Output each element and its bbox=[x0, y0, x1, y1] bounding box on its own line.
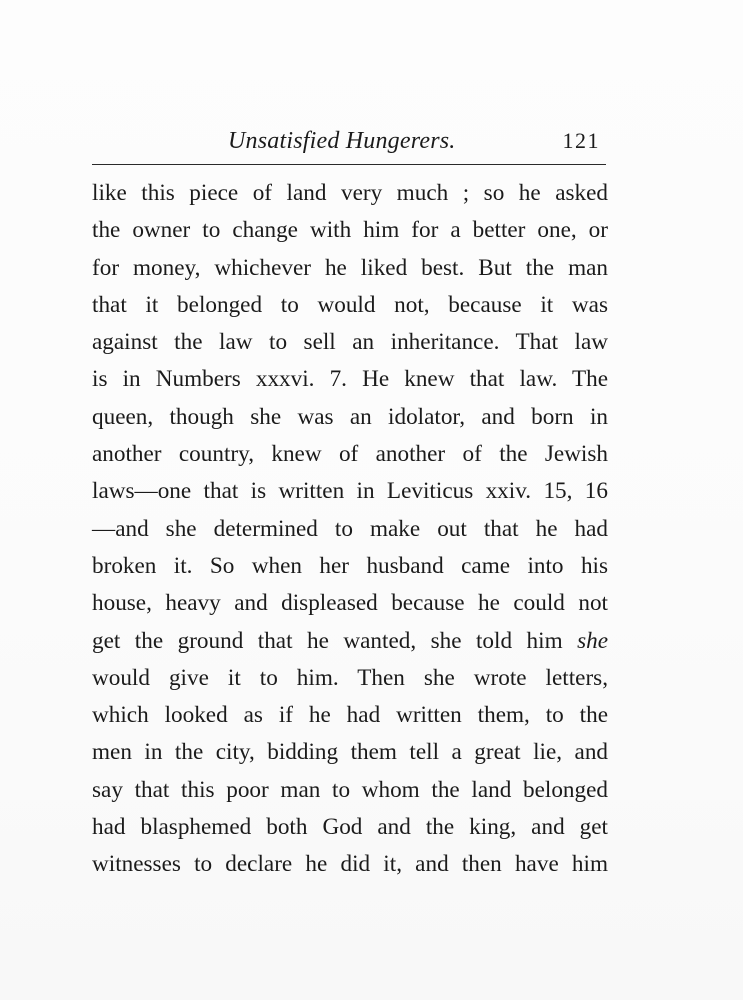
text-line: is in Numbers xxxvi. 7. He knew that law. The bbox=[92, 366, 608, 393]
text-line: the owner to change with him for a better one, or bbox=[92, 217, 608, 244]
body-text bbox=[92, 175, 608, 884]
text-line bbox=[92, 623, 608, 660]
text-line: broken it. So when her husband came into his bbox=[92, 552, 608, 579]
text-line: house, heavy and displeased because he could not bbox=[92, 590, 608, 617]
text-line: that it belonged to would not, because it was bbox=[92, 291, 608, 318]
text-line: which looked as if he had written them, to the bbox=[92, 702, 608, 729]
text-line: another country, knew of another of the Jewish bbox=[92, 441, 608, 468]
header-rule bbox=[92, 164, 606, 165]
text-line: laws—one that is written in Leviticus xxiv. 15, 16 bbox=[92, 478, 608, 505]
text-line: queen, though she was an idolator, and born in bbox=[92, 403, 608, 430]
text-line: say that this poor man to whom the land belonged bbox=[92, 776, 608, 803]
text-line: like this piece of land very much ; so he asked bbox=[92, 180, 608, 206]
running-head bbox=[92, 128, 608, 162]
text-line: men in the city, bidding them tell a great lie, and bbox=[92, 739, 608, 766]
text-line: —and she determined to make out that he had bbox=[92, 515, 608, 542]
text-line: against the law to sell an inheritance. That law bbox=[92, 329, 608, 356]
text-line: witnesses to declare he did it, and then have him bbox=[92, 851, 608, 878]
italic-word: she bbox=[577, 627, 608, 654]
running-title: Unsatisfied Hungerers. bbox=[228, 128, 456, 154]
text-line: had blasphemed both God and the king, and get bbox=[92, 814, 608, 841]
text-line: for money, whichever he liked best. But the man bbox=[92, 254, 608, 281]
text-line: would give it to him. Then she wrote letters, bbox=[92, 664, 608, 691]
text-line-start: get the ground that he wanted, she told him bbox=[92, 627, 578, 654]
page-number: 121 bbox=[562, 128, 600, 153]
